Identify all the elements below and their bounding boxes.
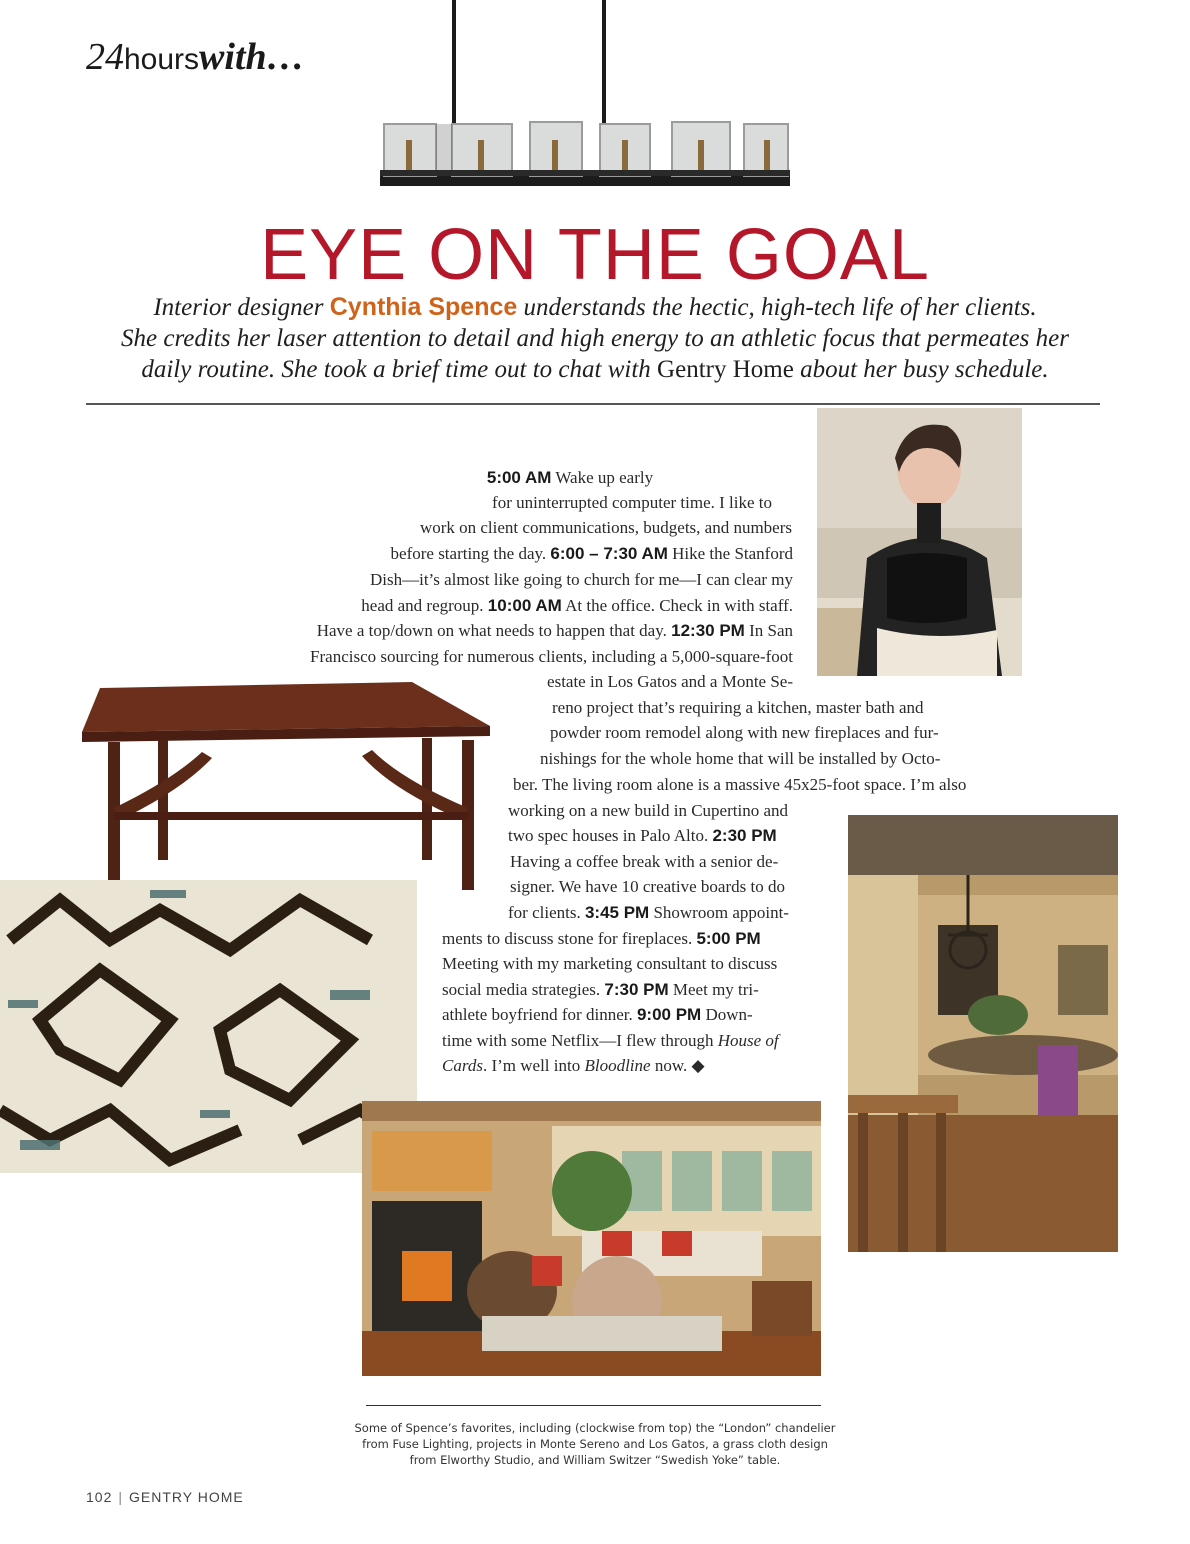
time-stamp: 5:00 AM bbox=[486, 468, 552, 487]
headline: EYE ON THE GOAL bbox=[260, 215, 930, 295]
line-text: At the office. Check in with staff. bbox=[561, 596, 793, 615]
magazine-name: Gentry Home bbox=[657, 356, 794, 383]
time-stamp: 2:30 PM bbox=[712, 826, 777, 845]
time-stamp: 7:30 PM bbox=[604, 980, 669, 999]
chandelier-image bbox=[380, 0, 790, 190]
line-text: athlete boyfriend for dinner. bbox=[442, 1005, 637, 1024]
folio-separator: | bbox=[118, 1489, 123, 1505]
section-label bbox=[86, 34, 305, 79]
divider bbox=[86, 403, 1100, 405]
page-number: 102 bbox=[86, 1489, 113, 1505]
time-stamp: 6:00 – 7:30 AM bbox=[550, 544, 668, 563]
text-line bbox=[391, 541, 793, 566]
photo-caption bbox=[330, 1420, 860, 1468]
caption-line: from Elworthy Studio, and William Switzer “Swedish Yoke” table. bbox=[409, 1453, 781, 1467]
text-line: signer. We have 10 creative boards to do bbox=[510, 877, 785, 896]
line-text: In San bbox=[744, 621, 793, 640]
text-line bbox=[361, 593, 793, 618]
time-stamp: 12:30 PM bbox=[671, 621, 745, 640]
portrait-photo bbox=[817, 408, 1022, 676]
magazine-title: GENTRY HOME bbox=[129, 1489, 244, 1505]
line-text: Meet my tri- bbox=[668, 980, 759, 999]
time-stamp: 5:00 PM bbox=[696, 929, 761, 948]
caption-line: Some of Spence’s favorites, including (clockwise from top) the “London” chandelier bbox=[354, 1421, 836, 1435]
table-photo bbox=[62, 680, 492, 906]
text-line: Having a coffee break with a senior de- bbox=[510, 852, 779, 871]
text-line bbox=[442, 977, 759, 1002]
text-line: working on a new build in Cupertino and bbox=[508, 801, 788, 820]
time-stamp: 10:00 AM bbox=[487, 596, 562, 615]
designer-name: Cynthia Spence bbox=[329, 293, 518, 321]
text-line bbox=[508, 900, 789, 925]
line-text: . I’m well into bbox=[482, 1056, 585, 1075]
line-text: head and regroup. bbox=[361, 596, 488, 615]
text-line: nishings for the whole home that will be installed by Octo- bbox=[540, 749, 941, 768]
line-text: for clients. bbox=[508, 903, 585, 922]
text-line bbox=[442, 1028, 779, 1053]
text-line: Francisco sourcing for numerous clients, including a 5,000-square-foot bbox=[310, 647, 793, 666]
caption-line: from Fuse Lighting, projects in Monte Sereno and Los Gatos, a grass cloth design bbox=[362, 1437, 828, 1451]
text-line bbox=[317, 618, 793, 643]
text-line bbox=[442, 1002, 753, 1027]
time-stamp: 3:45 PM bbox=[584, 903, 650, 922]
line-text: now. ◆ bbox=[650, 1056, 705, 1075]
line-text: Wake up early bbox=[551, 468, 654, 487]
show-title: Bloodline bbox=[584, 1056, 651, 1075]
text-line bbox=[442, 1053, 705, 1078]
text-line: ber. The living room alone is a massive 45x25-foot space. I’m also bbox=[513, 775, 967, 794]
deck-text: understands the hectic, high-tech life of her clients. bbox=[517, 294, 1037, 321]
deck-text: about her busy schedule. bbox=[793, 356, 1049, 383]
deck-text: daily routine. She took a brief time out to chat with bbox=[141, 356, 658, 383]
text-line: Dish—it’s almost like going to church for me—I can clear my bbox=[369, 570, 793, 589]
deck-text: She credits her laser attention to detail and high energy to an athletic focus that permeates her bbox=[121, 325, 1069, 352]
deck-text: Interior designer bbox=[153, 294, 330, 321]
line-text: Have a top/down on what needs to happen that day. bbox=[316, 621, 672, 640]
text-line bbox=[442, 926, 761, 951]
caption-divider bbox=[366, 1405, 821, 1406]
section-label-with: with… bbox=[199, 36, 305, 78]
text-line: work on client communications, budgets, and numbers bbox=[419, 518, 792, 537]
line-text: Showroom appoint- bbox=[649, 903, 789, 922]
line-text: time with some Netflix—I flew through bbox=[442, 1031, 718, 1050]
text-line: reno project that’s requiring a kitchen, master bath and bbox=[552, 698, 924, 717]
dining-room-photo bbox=[848, 815, 1118, 1252]
line-text: social media strategies. bbox=[442, 980, 605, 999]
time-stamp: 9:00 PM bbox=[636, 1005, 702, 1024]
living-room-photo bbox=[362, 1101, 821, 1376]
text-line: for uninterrupted computer time. I like to bbox=[492, 493, 772, 512]
show-title: House of bbox=[717, 1031, 779, 1050]
line-text: Hike the Stanford bbox=[667, 544, 793, 563]
article-deck bbox=[70, 292, 1120, 385]
text-line: Meeting with my marketing consultant to discuss bbox=[442, 954, 778, 973]
text-line bbox=[508, 823, 777, 848]
page-folio bbox=[86, 1489, 244, 1505]
show-title: Cards bbox=[442, 1056, 483, 1075]
grass-cloth-photo bbox=[0, 880, 417, 1173]
line-text: before starting the day. bbox=[390, 544, 551, 563]
text-line: estate in Los Gatos and a Monte Se- bbox=[547, 672, 793, 691]
line-text: ments to discuss stone for fireplaces. bbox=[442, 929, 697, 948]
line-text: Down- bbox=[701, 1005, 753, 1024]
text-line: powder room remodel along with new fireplaces and fur- bbox=[550, 723, 939, 742]
section-label-number: 24 bbox=[86, 36, 124, 78]
line-text: two spec houses in Palo Alto. bbox=[508, 826, 713, 845]
section-label-hours: hours bbox=[124, 43, 200, 76]
text-line bbox=[420, 465, 720, 490]
